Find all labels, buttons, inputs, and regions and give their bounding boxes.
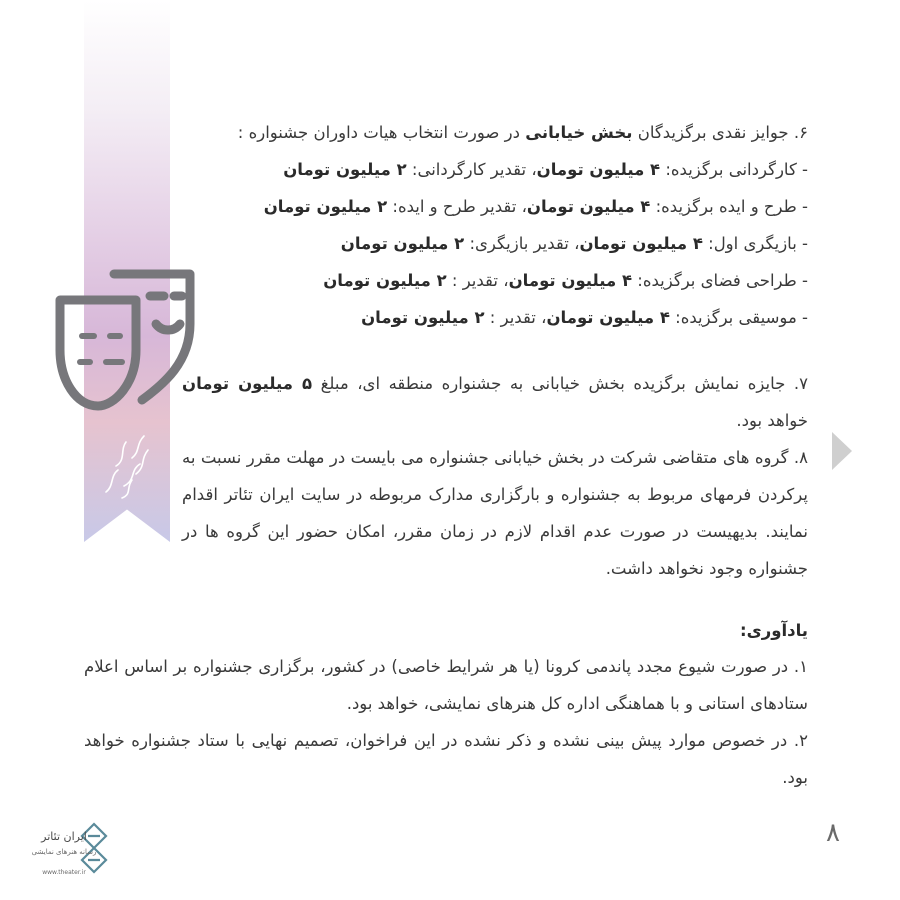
- section-6-prizes: [182, 114, 808, 336]
- reminder-list: [84, 648, 808, 796]
- reminder-title: یادآوری:: [740, 621, 808, 640]
- logo-name: ایران تئاتر: [41, 830, 87, 843]
- section-8-paragraph: ۸. گروه های متقاضی شرکت در بخش خیابانی جشنواره می بایست در مهلت مقرر نسبت به پرکردن فرمهای مربوط به جشنواره و بارگزاری مدارک مربوطه در سایت ایران تئاتر اقدام نمایند. بدیهیست در صورت عدم اقدام لازم در زمان مقرر، امکان حضور این گروه ها در جشنواره وجود نخواهد داشت.: [182, 448, 808, 578]
- prize-line: - کارگردانی برگزیده: ۴ میلیون تومان، تقدیر کارگردانی: ۲ میلیون تومان: [283, 160, 808, 179]
- next-page-arrow-icon[interactable]: [832, 432, 852, 470]
- iran-theater-logo: [24, 818, 134, 880]
- prize-line: - طرح و ایده برگزیده: ۴ میلیون تومان، تقدیر طرح و ایده: ۲ میلیون تومان: [263, 197, 808, 216]
- festival-calligraphy-logo: [96, 430, 156, 500]
- logo-url: www.theater.ir: [42, 869, 86, 876]
- theater-masks-icon: [52, 262, 202, 412]
- prize-line: - موسیقی برگزیده: ۴ میلیون تومان، تقدیر : ۲ میلیون تومان: [361, 308, 808, 327]
- reminder-item: ۲. در خصوص موارد پیش بینی نشده و ذکر نشده در این فراخوان، تصمیم نهایی با ستاد جشنواره خواهد بود.: [84, 731, 808, 787]
- prize-line: - بازیگری اول: ۴ میلیون تومان، تقدیر بازیگری: ۲ میلیون تومان: [340, 234, 808, 253]
- section-7-paragraph: ۷. جایزه نمایش برگزیده بخش خیابانی به جشنواره منطقه ای، مبلغ ۵ میلیون تومان خواهد بود.: [182, 374, 809, 430]
- section-6-title: ۶. جوایز نقدی برگزیدگان بخش خیابانی در صورت انتخاب هیات داوران جشنواره :: [237, 123, 808, 142]
- logo-tagline: رسانه هنرهای نمایشی: [31, 848, 97, 856]
- reminder-item: ۱. در صورت شیوع مجدد پاندمی کرونا (یا هر شرایط خاصی) در کشور، برگزاری جشنواره بر اساس اعلام ستادهای استانی و با هماهنگی اداره کل هنرهای نمایشی، خواهد بود.: [84, 657, 808, 713]
- page-number: ۸: [826, 818, 840, 848]
- prize-line: - طراحی فضای برگزیده: ۴ میلیون تومان، تقدیر : ۲ میلیون تومان: [323, 271, 808, 290]
- reminder-heading-wrap: [182, 612, 808, 649]
- sections-7-8: [182, 365, 808, 587]
